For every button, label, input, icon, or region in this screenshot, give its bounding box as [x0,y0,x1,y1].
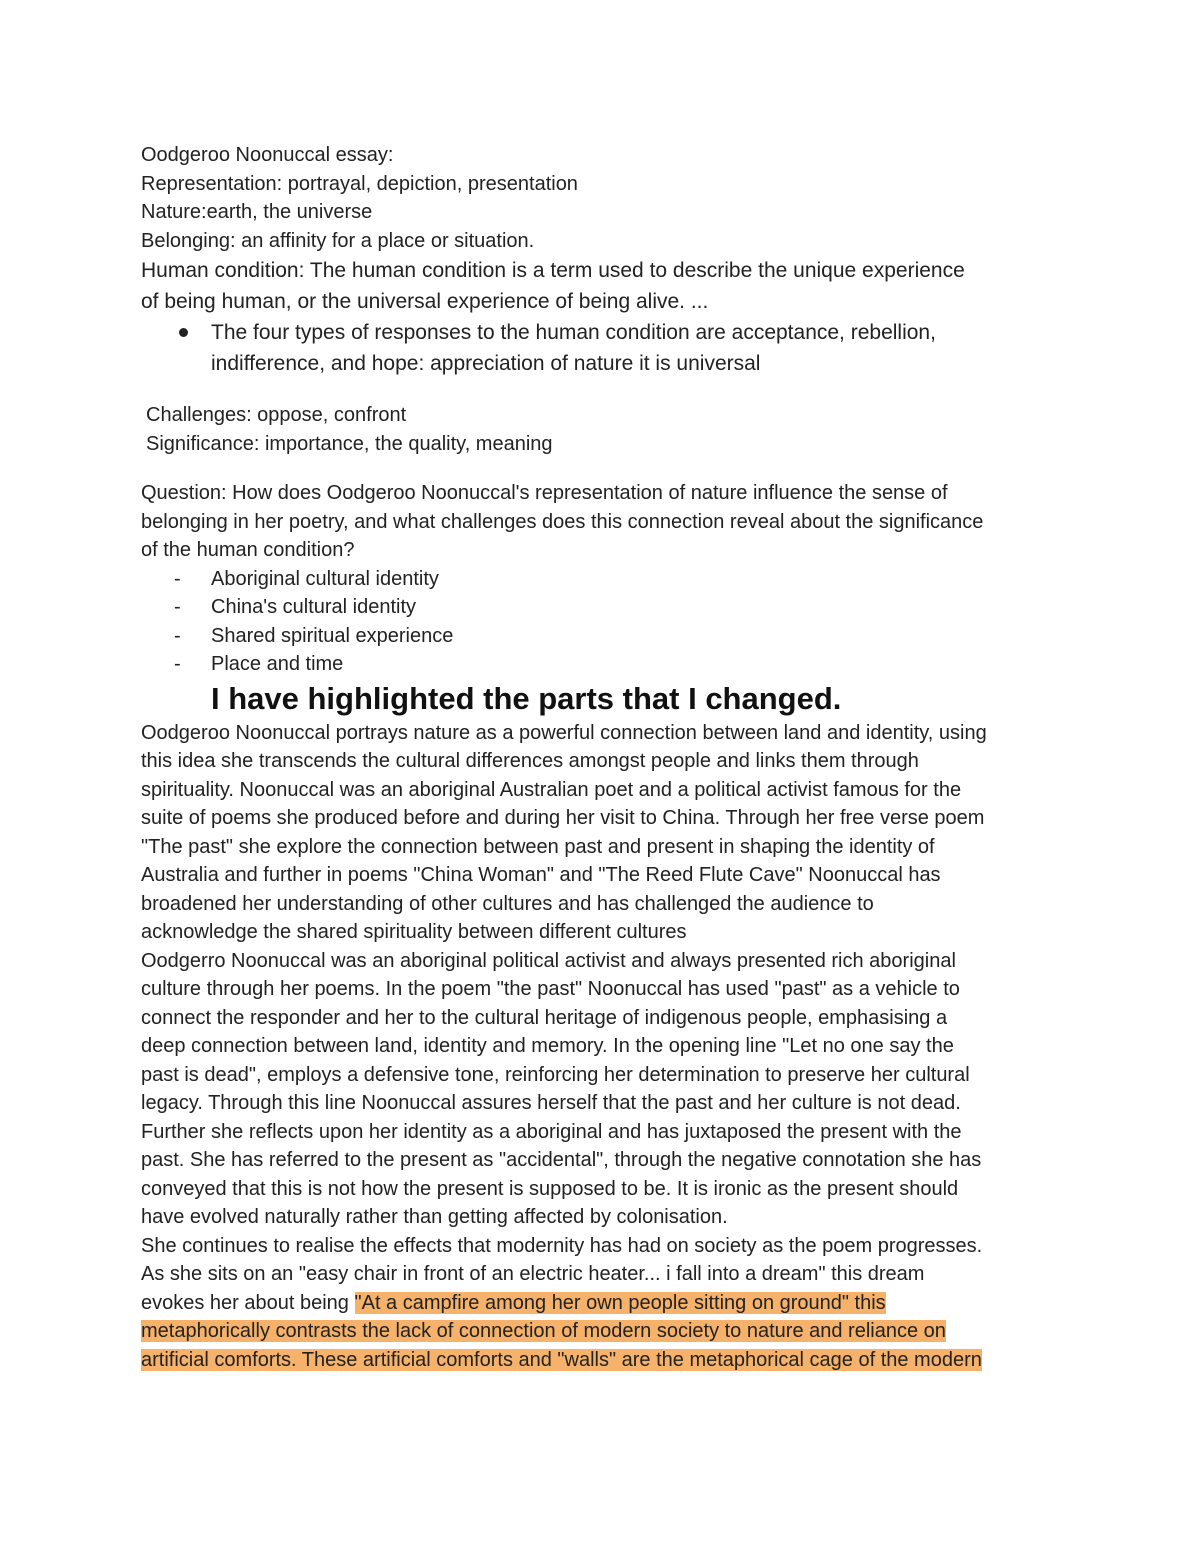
paragraph-line: Australia and further in poems "China Woman" and "The Reed Flute Cave" Noonuccal has [141,864,941,886]
essay-paragraph-2 [141,947,1061,1232]
definition-nature: Nature:earth, the universe [141,201,373,223]
paragraph-line: acknowledge the shared spirituality between different cultures [141,921,687,943]
dash-list-item [141,622,1061,651]
dash-marker: - [174,653,181,675]
highlight-note-heading: I have highlighted the parts that I changed. [211,680,842,716]
essay-paragraph-3 [141,1232,1061,1375]
paragraph-line: As she sits on an "easy chair in front of an electric heater... i fall into a dream" this dream [141,1263,925,1285]
dash-list-item [141,593,1061,622]
definition-belonging: Belonging: an affinity for a place or situation. [141,229,535,252]
dash-list-item-label: Aboriginal cultural identity [211,567,439,590]
paragraph-line: deep connection between land, identity and memory. In the opening line "Let no one say the [141,1035,954,1057]
highlighted-text: metaphorically contrasts the lack of connection of modern society to nature and reliance on [141,1320,946,1342]
paragraph-line-highlighted [141,1317,1061,1346]
paragraph-line: have evolved naturally rather than getting affected by colonisation. [141,1206,728,1228]
definition-challenges: Challenges: oppose, confront [146,404,407,426]
bullet-item-responses [141,317,1061,379]
definition-human-condition-line-1: Human condition: The human condition is a term used to describe the unique experience [141,259,965,282]
question-line-2: belonging in her poetry, and what challenges does this connection reveal about the significance [141,510,984,533]
bullet-line-2: indifference, and hope: appreciation of nature it is universal [211,352,761,375]
notes-title: Oodgeroo Noonuccal essay: [141,144,394,166]
essay-paragraph-1 [141,719,1061,947]
paragraph-line: past is dead", employs a defensive tone, reinforcing her determination to preserve her cultural [141,1063,970,1086]
paragraph-line-mixed [141,1289,1061,1318]
bullet-dot-icon [179,328,188,337]
blank-line [141,458,1061,479]
dash-list-item-label: Shared spiritual experience [211,624,454,647]
paragraph-line: culture through her poems. In the poem "the past" Noonuccal has used "past" as a vehicle to [141,978,960,1000]
paragraph-line: Oodgerro Noonuccal was an aboriginal political activist and always presented rich aboriginal [141,949,956,972]
dash-marker: - [174,567,181,590]
dash-list-item-label: Place and time [211,653,344,675]
plain-text: evokes her about being [141,1291,355,1314]
dash-list-item-label: China's cultural identity [211,596,417,618]
paragraph-line: spirituality. Noonuccal was an aboriginal Australian poet and a political activist famous for the [141,778,962,801]
paragraph-line: this idea she transcends the cultural differences amongst people and links them through [141,750,919,772]
paragraph-line-highlighted [141,1346,1061,1375]
paragraph-line: legacy. Through this line Noonuccal assures herself that the past and her culture is not dead. [141,1092,961,1114]
definition-human-condition-line-2: of being human, or the universal experience of being alive. ... [141,290,709,313]
dash-marker: - [174,624,181,647]
highlighted-text: artificial comforts. These artificial comforts and "walls" are the metaphorical cage of the modern [141,1348,982,1371]
paragraph-line: conveyed that this is not how the present is supposed to be. It is ironic as the present should [141,1177,959,1200]
bullet-line-1: The four types of responses to the human condition are acceptance, rebellion, [211,321,936,344]
paragraph-line: connect the responder and her to the cultural heritage of indigenous people, emphasising a [141,1006,948,1029]
paragraph-line: Further she reflects upon her identity as a aboriginal and has juxtaposed the present with the [141,1120,962,1143]
paragraph-line: past. She has referred to the present as "accidental", through the negative connotation she has [141,1149,982,1171]
paragraph-line: "The past" she explore the connection between past and present in shaping the identity of [141,835,935,858]
paragraph-line: broadened her understanding of other cultures and has challenged the audience to [141,892,874,915]
dash-list-item [141,565,1061,594]
question-line-1: Question: How does Oodgeroo Noonuccal's representation of nature influence the sense of [141,482,948,504]
definition-significance: Significance: importance, the quality, meaning [146,432,553,455]
question-line-3: of the human condition? [141,539,355,561]
definition-representation: Representation: portrayal, depiction, presentation [141,172,578,195]
blank-line [141,379,1061,401]
dash-marker: - [174,596,181,618]
paragraph-line: She continues to realise the effects that modernity has had on society as the poem progresses. [141,1234,983,1257]
paragraph-line: Oodgeroo Noonuccal portrays nature as a powerful connection between land and identity, using [141,721,987,744]
highlighted-text: "At a campfire among her own people sitting on ground" this [354,1291,886,1314]
dash-list-item [141,650,1061,679]
document-page [141,141,1061,1374]
paragraph-line: suite of poems she produced before and during her visit to China. Through her free verse poem [141,807,985,829]
